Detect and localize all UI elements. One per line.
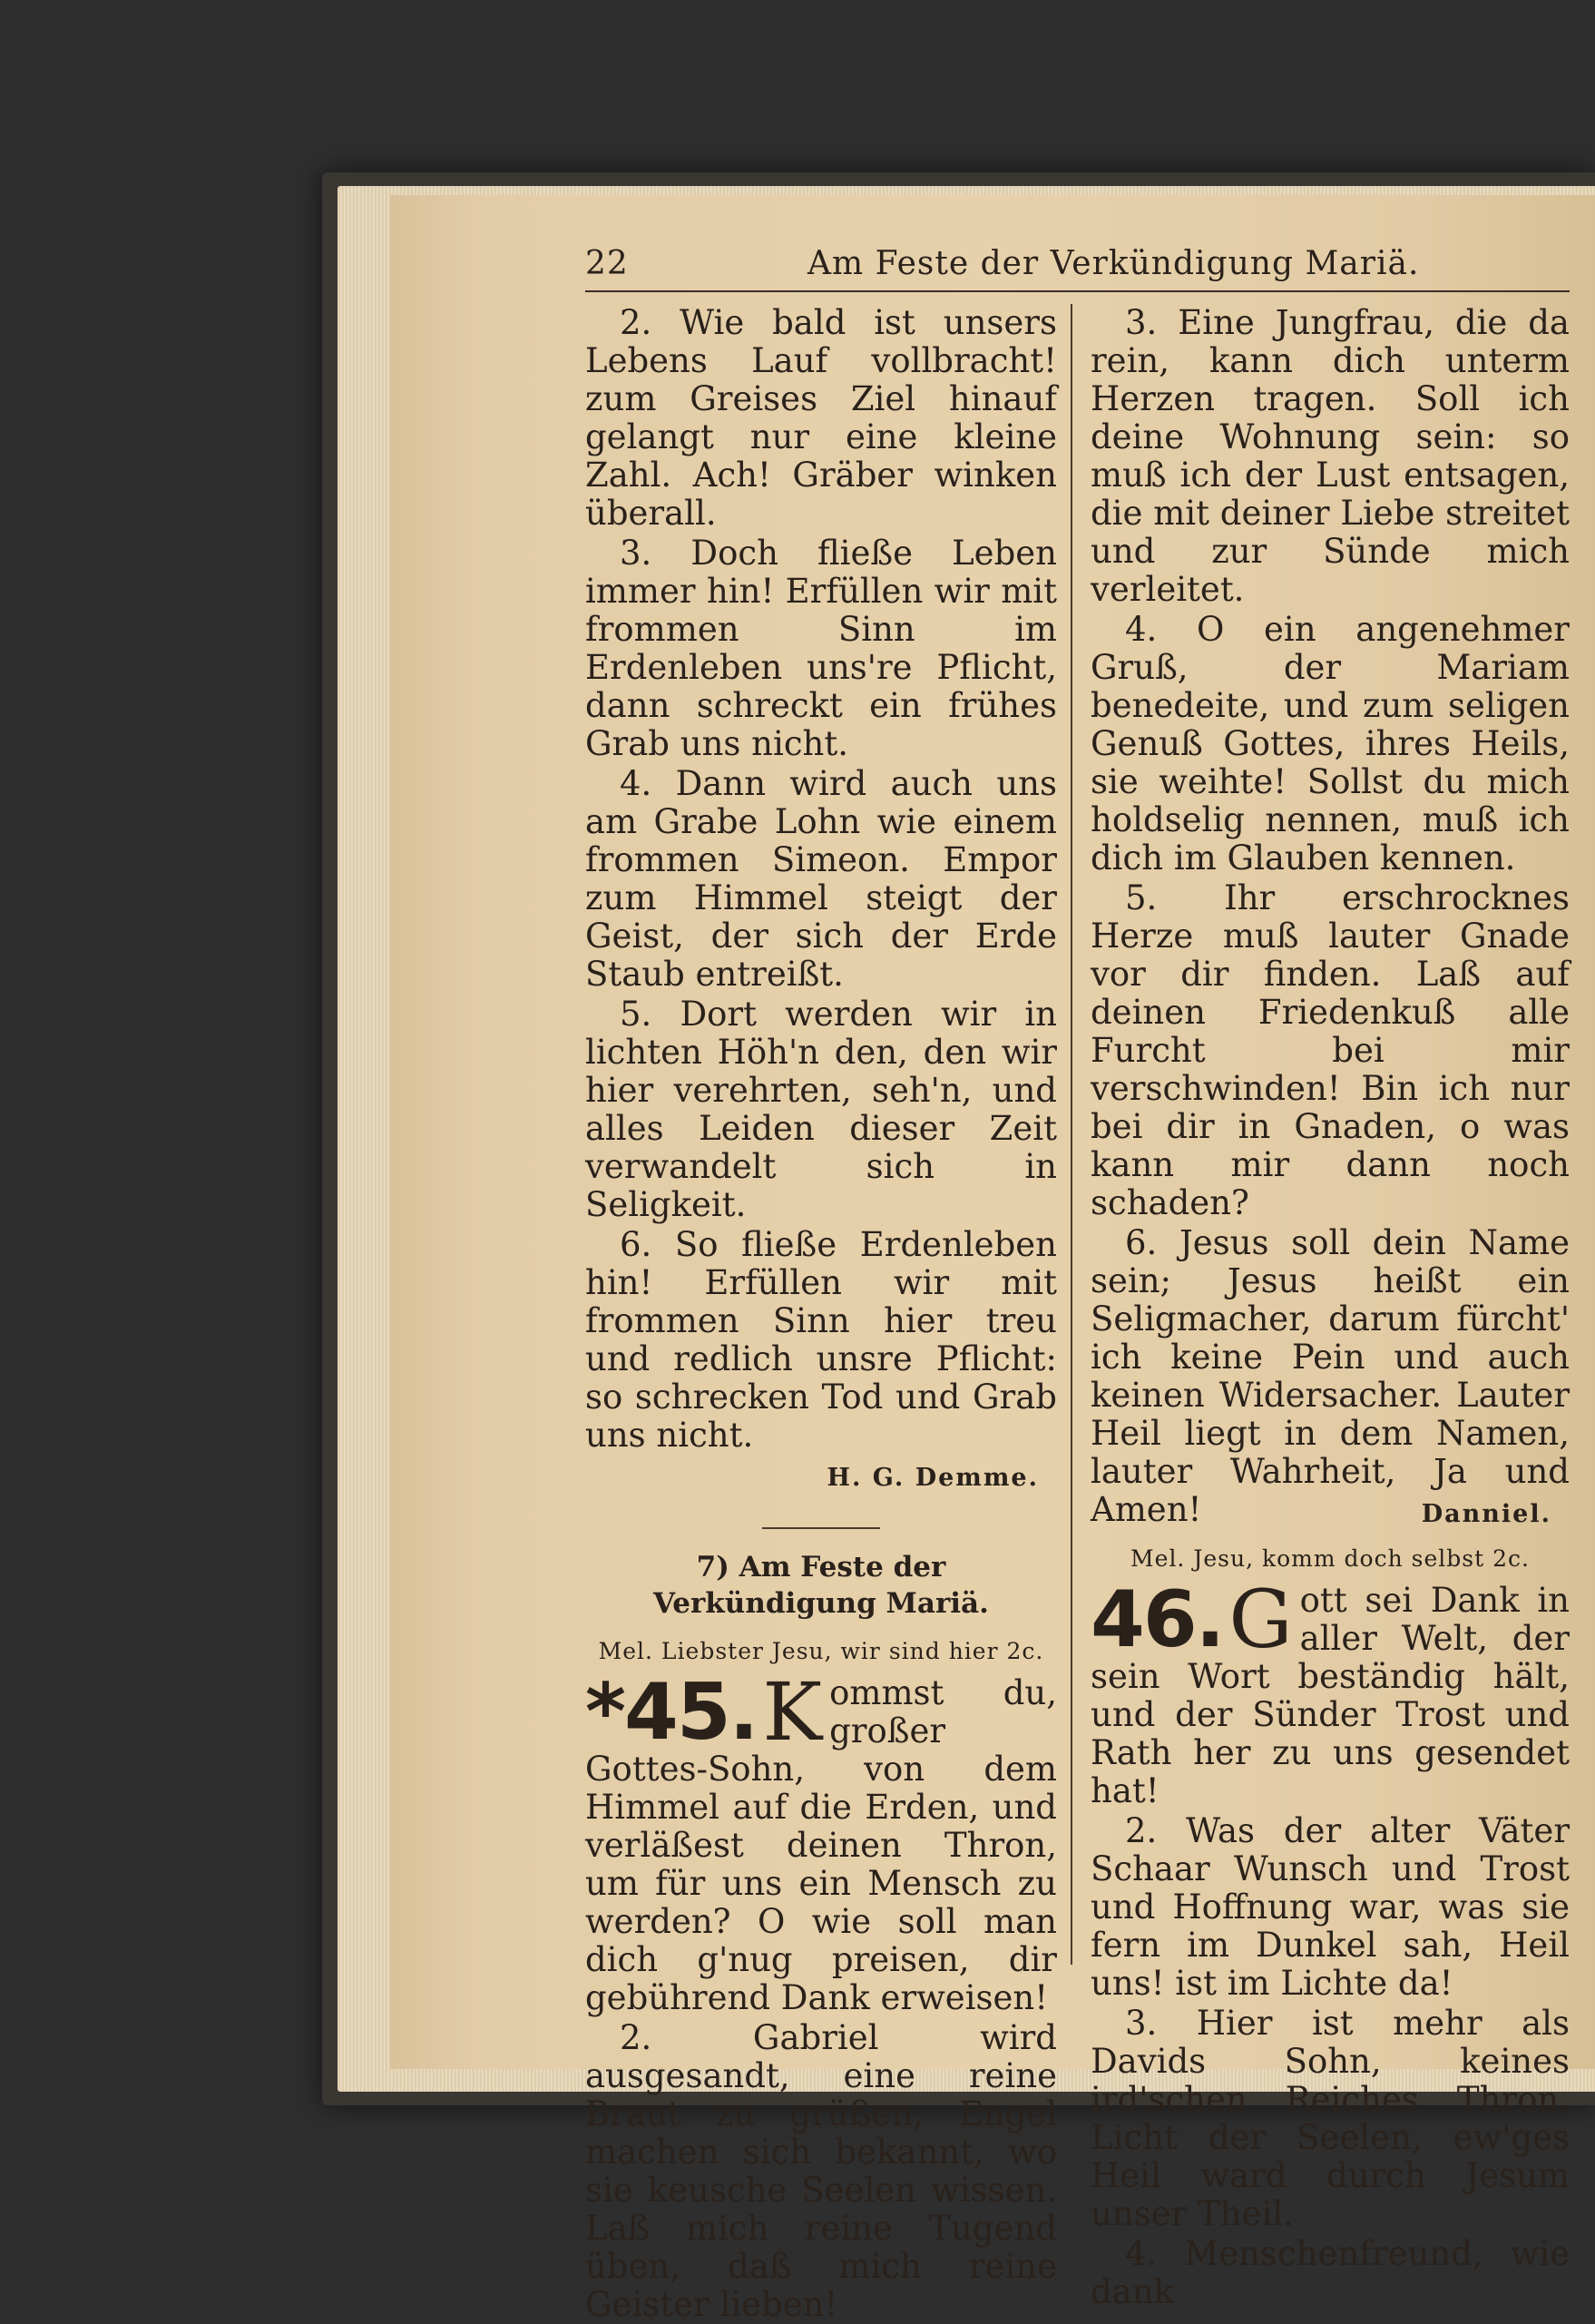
left-column <box>585 303 1057 2324</box>
hymn-number: *45. <box>585 1667 758 1758</box>
melody-note: Mel. Jesu, komm doch selbst 2c. <box>1130 1545 1530 1572</box>
section-title: 7) Am Feste der Verkündigung Mariä. <box>653 1551 989 1620</box>
hymn-46 <box>1091 1573 1570 2311</box>
stanza: 5. Dort werden wir in lichten Höh'n den, den wir hier verehrten, seh'n, und alles Leiden dieser Zeit verwandelt sich in Seligkeit. <box>585 995 1057 1224</box>
stanza: 4. O ein angenehmer Gruß, der Mariam benedeite, und zum seligen Genuß Gottes, ihres Heils, sie weihte! Sollst du mich holdselig nennen, muß ich dich im Glauben kennen. <box>1091 610 1570 878</box>
stanza: 4. Dann wird auch uns am Grabe Lohn wie einem frommen Simeon. Empor zum Himmel steigt der Geist, der sich der Erde Staub entreißt. <box>585 764 1057 994</box>
stanza: 2. Was der alter Väter Schaar Wunsch und Trost und Hoffnung war, was sie fern im Dunkel sah, Heil uns! ist im Lichte da! <box>1091 1811 1570 2003</box>
hymn-45 <box>585 1665 1057 2324</box>
stanza: 6. So fließe Erdenleben hin! Erfüllen wir mit frommen Sinn hier treu und redlich unsre Pflicht: so schrecken Tod und Grab uns nicht. <box>585 1225 1057 1455</box>
stanza: ott sei Dank in aller Welt, der sein Wort beständig hält, und der Sünder Trost und Rath her zu uns gesendet hat! <box>1091 1581 1570 1810</box>
book-page <box>390 195 1595 2324</box>
drop-cap: G <box>1228 1573 1293 1666</box>
stanza: 2. Gabriel wird ausgesandt, eine reine Braut zu grüßen; Engel machen sich bekannt, wo sie keusche Seelen wissen. Laß mich reine Tugend üben, daß mich reine Geister lieben! <box>585 2018 1057 2324</box>
stanza: 3. Eine Jungfrau, die da rein, kann dich unterm Herzen tragen. Soll ich deine Wohnung sein: so muß ich der Lust entsagen, die mit deiner Liebe streitet und zur Sünde mich verleitet. <box>1091 303 1570 609</box>
hymn-number: 46. <box>1091 1574 1224 1665</box>
stanza: 2. Wie bald ist unsers Lebens Lauf vollbracht! zum Greises Ziel hinauf gelangt nur eine kleine Zahl. Ach! Gräber winken überall. <box>585 303 1057 533</box>
drop-cap: K <box>762 1665 823 1759</box>
melody-note: Mel. Liebster Jesu, wir sind hier 2c. <box>598 1638 1044 1664</box>
stanza: 4. Menschenfreund, wie dank <box>1091 2234 1570 2311</box>
stanza: 3. Doch fließe Leben immer hin! Erfüllen wir mit frommen Sinn im Erdenleben uns're Pflicht, dann schreckt ein frühes Grab uns nicht. <box>585 534 1057 763</box>
section-divider <box>762 1527 880 1529</box>
stanza: ommst du, großer Gottes-Sohn, von dem Himmel auf die Erden, und verläßest deinen Thron, um für uns ein Mensch zu werden? O wie soll man dich g'nug preisen, dir gebührend Dank erweisen! <box>585 1673 1057 2017</box>
page-number: 22 <box>585 245 629 282</box>
stanza: 3. Hier ist mehr als Davids Sohn, keines ird'schen Reiches Thron. Licht der Seelen, ew'ges Heil ward durch Jesum unser Theil. <box>1091 2004 1570 2233</box>
header-rule <box>585 290 1570 292</box>
column-divider <box>1071 304 1072 1965</box>
hymn-author: H. G. Demme. <box>827 1464 1039 1492</box>
stanza: 5. Ihr erschrocknes Herze muß lauter Gnade vor dir finden. Laß auf deinen Friedenkuß alle Furcht bei mir verschwinden! Bin ich nur bei dir in Gnaden, o was kann mir dann noch schaden? <box>1091 878 1570 1222</box>
right-column <box>1091 303 1570 2311</box>
stanza: 6. Jesus soll dein Name sein; Jesus heißt ein Seligmacher, darum fürcht' ich keine Pein und auch keinen Widersacher. Lauter Heil liegt in dem Namen, lauter Wahrheit, Ja und Amen! <box>1091 1223 1570 1529</box>
running-title: Am Feste der Verkündigung Mariä. <box>807 245 1420 282</box>
hymn-author: Danniel. <box>1421 1500 1551 1528</box>
